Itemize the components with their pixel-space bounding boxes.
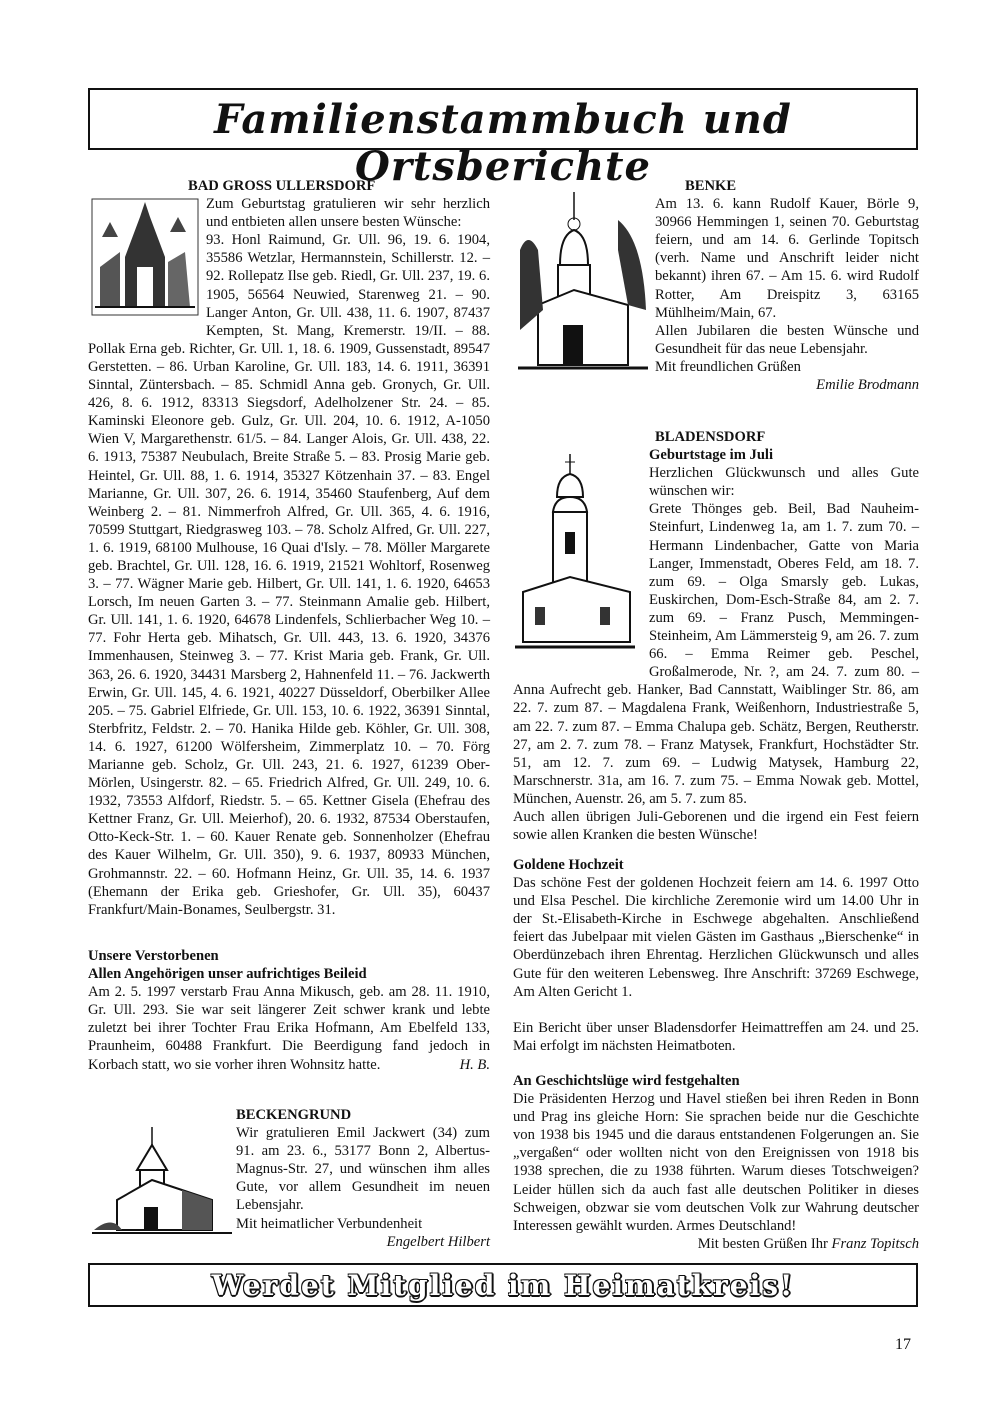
- benke-closing: Mit freundlichen Grüßen: [655, 358, 801, 375]
- section-bladensdorf: [513, 428, 919, 844]
- beckengrund-heading: BECKENGRUND: [236, 1107, 352, 1123]
- chapel-illustration-beckengrund: [92, 1125, 232, 1245]
- benke-wish: Allen Jubilaren die besten Wünsche und Gesundheit für das neue Lebensjahr.: [655, 322, 919, 357]
- deceased-text: Am 2. 5. 1997 verstarb Frau Anna Mikusch, geb. am 28. 11. 1910, Gr. Ull. 293. Sie war seit längerer Zeit schwer krank und lebte zuletzt bei ihrer Tochter Frau Erika Hofmann, Am Ebelfeld 133, Praunheim, 60488 Frankfurt. Die Beerdigung fand jedoch in Korbach statt, wo sie vorher ihren Wohnsitz hatte.: [88, 984, 490, 1073]
- bladensdorf-others: Auch allen übrigen Juli-Geborenen und die irgend ein Fest feiern sowie allen Kranken die besten Wünsche!: [513, 808, 919, 844]
- section-benke: [655, 177, 919, 394]
- section-beckengrund: [236, 1106, 490, 1251]
- footer-banner: [88, 1263, 918, 1307]
- section-bad-gross-ullersdorf: [88, 177, 490, 919]
- illustration-float-spacer: [513, 446, 649, 668]
- benke-heading: BENKE: [685, 178, 737, 194]
- bladensdorf-birthday-list: Grete Thönges geb. Beil, Bad Nauheim-Steinfurt, Lindenweg 1a, am 1. 7. zum 70. – Hermann Lindenbacher, Gatte von Maria Langer, Immenstadt, Oberes Feld, am 18. 7. zum 69. – Olga Smarsly geb. Lukas, Euskirchen, Dom-Esch-Straße 84, am 2. 7. zum 69. – Franz Pusch, Memmingen-Steinheim, Am Lämmersteig 9, am 26. 7. zum 66. – Emma Reimer geb. Peschel, Großalmerode, Nr. ?, am 24. 7. zum 80. – Anna Aufrecht geb. Hanker, Bad Cannstatt, Waiblinger Str. 86, am 22. 7. zum 87. – Magdalena Frank, Weißenhorn, Industriestraße 5, am 22. 7. zum 87. – Emma Chalupa geb. Schätz, Bergen, Reutherstr. 27, am 2. 7. zum 78. – Franz Matysek, Frankfurt, Hochstädter Str. 51, am 12. 7. zum 69. – Ludwig Matysek, Hamburg 22, Marschnerstr. 31a, am 16. 7. zum 75. – Emma Nowak geb. Mottel, München, Auenstr. 26, am 5. 7. zum 85.: [513, 501, 919, 807]
- bgu-birthday-list: 93. Honl Raimund, Gr. Ull. 96, 19. 6. 1904, 35586 Wetzlar, Hermannstein, Schillerstr. 12. – 92. Rollepatz Ilse geb. Riedl, Gr. Ull. 237, 19. 6. 1905, 56564 Neuwied, Starenweg 21. – 90. Langer Anton, Gr. Ull. 438, 11. 6. 1907, 87437 Kempten, St. Mang, Kremerstr. 19/II. – 88. Pollak Erna geb. Richter, Gr. Ull. 1, 18. 6. 1909, Gussenstadt, 89547 Gerstetten. – 86. Urban Karoline, Gr. Ull. 183, 14. 6. 1911, 36391 Sinntal, Züntersbach. – 85. Schmidl Anna geb. Gronych, Gr. Ull. 426, 8. 6. 1912, 83313 Siegsdorf, Adelholzener Str. 24. – 85. Kaminski Eleonore geb. Gulz, Gr. Ull. 204, 10. 6. 1912, A-1050 Wien V, Margarethenstr. 61/5. – 84. Langer Alois, Gr. Ull. 438, 22. 6. 1913, 75387 Neubulach, Breite Straße 5. – 83. Prosig Marie geb. Heintel, Gr. Ull. 88, 1. 6. 1914, 35327 Kötzenhain 37. – 83. Engel Marianne, Gr. Ull. 307, 26. 6. 1914, 35460 Staufenberg, Auf dem Weinberg 2. – 81. Nimmerfroh Alfred, Gr. Ull. 365, 4. 6. 1916, 70599 Stuttgart, Riedgrasweg 103. – 78. Scholz Alfred, Gr. Ull. 227, 1. 6. 1919, 68100 Mulhouse, 16 Quai d'Isly. – 78. Möller Margarete geb. Brachtel, Gr. Ull. 128, 16. 6. 1919, 21521 Wohltorf, Rosenweg 3. – 77. Wägner Marie geb. Hilbert, Gr. Ull. 141, 1. 6. 1920, 64653 Lorsch, Im neuen Garten 3. – 77. Steinmann Amalie geb. Hilbert, Gr. Ull. 141, 1. 6. 1920, 64678 Lindenfels, Schlierbacher Weg 10. – 77. Fohr Herta geb. Mihatsch, Gr. Ull. 443, 13. 6. 1920, 34376 Immenhausen, Steinweg 3. – 77. Krist Maria geb. Frank, Gr. Ull. 363, 26. 6. 1920, 34431 Marsberg 2, Hahnenfeld 11. – 76. Jackwerth Erwin, Gr. Ull. 145, 4. 6. 1921, 40227 Düsseldorf, Oberbilker Allee 205. – 75. Gabriel Elfriede, Gr. Ull. 153, 10. 6. 1922, 36391 Sinntal, Sterbfritz, Feldstr. 2. – 70. Hanika Hilde geb. Köhler, Gr. Ull. 308, 14. 6. 1927, 61200 Wölfersheim, Zimmerplatz 10. – 70. Förg Marianne geb. Scholz, Gr. Ull. 243, 21. 6. 1927, 61239 Ober-Mörlen, Usingerstr. 82. – 65. Friedrich Alfred, Gr. Ull. 249, 10. 6. 1932, 73553 Alfdorf, Riedstr. 5. – 65. Kettner Gisela (Ehefrau des Kettner Franz, Gr. Ull. Meierhof), 20. 6. 1932, 87534 Oberstaufen, Otto-Keck-Str. 1. – 60. Kauer Renate geb. Sonnenholzer (Ehefrau des Kauer Wilhelm, Gr. Ull. 350), 9. 6. 1937, 80933 München, Grohmannstr. 22. – 60. Hofmann Heinz, Gr. Ull. 35, 14. 6. 1937 (Ehemann der Erika geb. Grieshofer, Gr. Ull. 35), 60437 Frankfurt/Main-Bonames, Seulbergstr. 31.: [88, 232, 490, 918]
- bladensdorf-subheading: Geburtstage im Juli: [649, 447, 774, 464]
- illustration-float-spacer: [88, 195, 206, 333]
- bladensdorf-heading: BLADENSDORF: [655, 429, 766, 445]
- bladensdorf-intro: Herzlichen Glückwunsch und alles Gute wünschen wir:: [649, 465, 919, 500]
- deceased-subheading: Allen Angehörigen unser aufrichtiges Beileid: [88, 966, 367, 983]
- bgu-intro: Zum Geburtstag gratulieren wir sehr herzlich und entbieten allen unsere besten Wünsche:: [206, 196, 490, 231]
- section-history-lie: [513, 1072, 919, 1253]
- lie-signature: Franz Topitsch: [831, 1235, 919, 1252]
- lie-text: Die Präsidenten Herzog und Havel stießen bei ihren Reden in Bonn und Prag ins gleiche Horn: Sie sprachen beide nur die Geschichte von 1938 bis 1945 und die daraus entstandenen Folgerungen an. Sie „vergaßen“ oder wollten nicht von den Ereignissen von 1918 bis 1938 sprechen, die zu 1938 führten. Warum dieses Totschweigen? Leider hüllen sich da auch fast alle deutschen Politiker in dieses Schweigen, obzwar sie vom deutschen Volk zur Wahrung deutscher Interessen gewählt wurden. Armes Deutschland!: [513, 1091, 919, 1234]
- golden-heading: Goldene Hochzeit: [513, 857, 624, 873]
- golden-report: Ein Bericht über unser Bladensdorfer Heimattreffen am 24. und 25. Mai erfolgt im nächsten Heimatboten.: [513, 1019, 919, 1054]
- deceased-signature: H. B.: [459, 1056, 490, 1073]
- deceased-heading: Unsere Verstorbenen: [88, 948, 219, 964]
- page-number: 17: [895, 1336, 911, 1353]
- benke-text: Am 13. 6. kann Rudolf Kauer, Börle 9, 30966 Hemmingen 1, seinen 70. Geburtstag feiern, und am 14. 6. Gerlinde Topitsch (verh. Name und Anschrift leider nicht bekannt) ihren 67. – Am 15. 6. wird Rudolf Rotter, Am Dreispitz 3, 63165 Mühlheim/Main, 67.: [655, 196, 919, 321]
- footer-slogan: Werdet Mitglied im Heimatkreis!: [211, 1269, 795, 1302]
- heading-bad-gross-ullersdorf: BAD GROSS ULLERSDORF: [188, 178, 376, 194]
- beckengrund-signature: Engelbert Hilbert: [386, 1233, 490, 1250]
- section-golden-wedding: [513, 856, 919, 1055]
- beckengrund-text: Wir gratulieren Emil Jackwert (34) zum 91. am 23. 6., 53177 Bonn 2, Albertus-Magnus-Str. 27, und wünschen ihm alles Gute, vor allem Gesundheit im neuen Lebensjahr.: [236, 1125, 490, 1214]
- golden-text: Das schöne Fest der goldenen Hochzeit feiern am 14. 6. 1997 Otto und Elsa Peschel. Die kirchliche Zeremonie wird um 14.00 Uhr in der St.-Elisabeth-Kirche in Eschwege abgehalten. Anschließend feiert das Jubelpaar mit vielen Gästen im Gasthaus „Bierschenke“ in Oberdünzebach ihren Ehrentag. Herzlichen Glückwunsch und alles Gute für den weiteren Lebensweg. Ihre Anschrift: 37269 Eschwege, Am Alten Gericht 1.: [513, 875, 919, 1000]
- page-title: Familienstammbuch und Ortsberichte: [214, 96, 792, 190]
- beckengrund-closing: Mit heimatlicher Verbundenheit: [236, 1215, 423, 1232]
- lie-closing: Mit besten Grüßen Ihr: [697, 1235, 828, 1252]
- chapel-illustration-benke: [518, 190, 648, 380]
- lie-heading: An Geschichtslüge wird festgehalten: [513, 1073, 740, 1089]
- section-deceased: [88, 947, 490, 1074]
- benke-signature: Emilie Brodmann: [816, 377, 919, 394]
